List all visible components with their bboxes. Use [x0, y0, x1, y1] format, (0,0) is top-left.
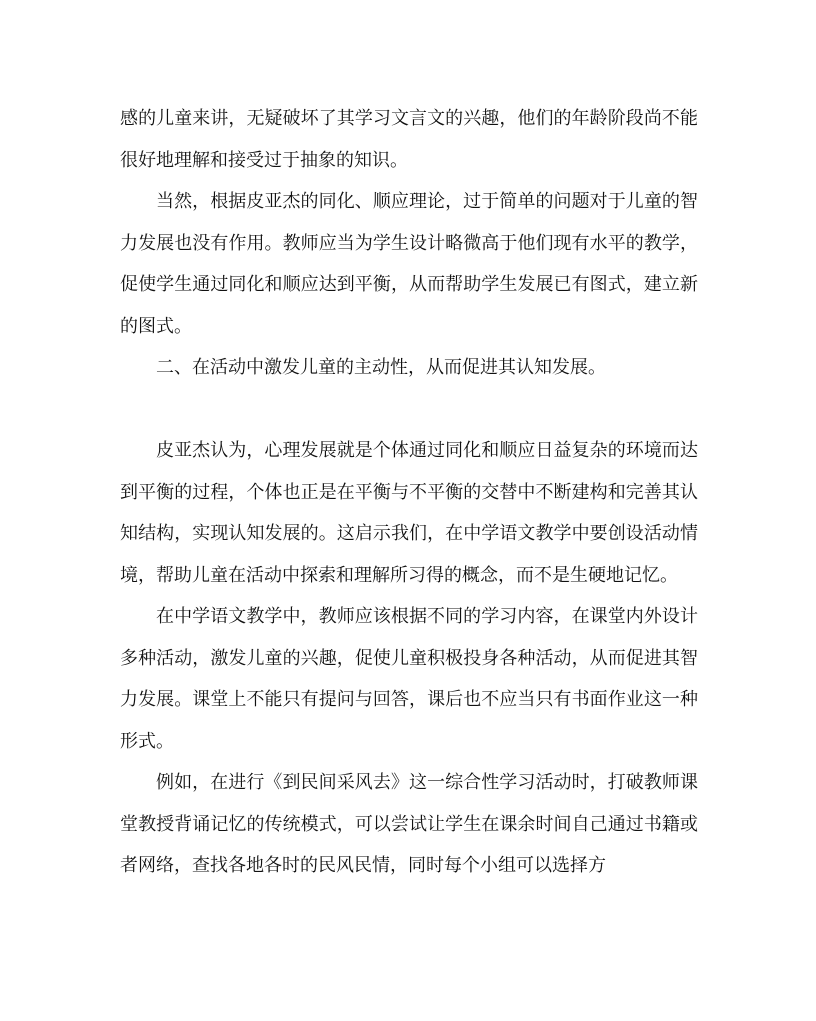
paragraph-activities-design: 在中学语文教学中，教师应该根据不同的学习内容，在课堂内外设计多种活动，激发儿童的兴趣，促使儿童积极投身各种活动，从而促进其智力发展。课堂上不能只有提问与回答，课后也不应当只有书面作业这一种形式。: [120, 606, 698, 752]
paragraph-continuation: 感的儿童来讲，无疑破坏了其学习文言文的兴趣，他们的年龄阶段尚不能很好地理解和接受过于抽象的知识。: [120, 108, 698, 171]
section-heading-two: 二、在活动中激发儿童的主动性，从而促进其认知发展。: [156, 357, 606, 378]
paragraph-example: 例如，在进行《到民间采风去》这一综合性学习活动时，打破教师课堂教授背诵记忆的传统模式，可以尝试让学生在课余时间自己通过书籍或者网络，查找各地各时的民风民情，同时每个小组可以选择方: [120, 772, 698, 876]
paragraph-assimilation-theory: 当然，根据皮亚杰的同化、顺应理论，过于简单的问题对于儿童的智力发展也没有作用。教师应当为学生设计略微高于他们现有水平的教学，促使学生通过同化和顺应达到平衡，从而帮助学生发展已有图式，建立新的图式。: [120, 191, 698, 337]
paragraph-piaget-development: 皮亚杰认为，心理发展就是个体通过同化和顺应日益复杂的环境而达到平衡的过程，个体也正是在平衡与不平衡的交替中不断建构和完善其认知结构，实现认知发展的。这启示我们，在中学语文教学中要创设活动情境，帮助儿童在活动中探索和理解所习得的概念，而不是生硬地记忆。: [120, 440, 698, 586]
blank-line: [120, 389, 698, 431]
document-body: [120, 98, 698, 887]
